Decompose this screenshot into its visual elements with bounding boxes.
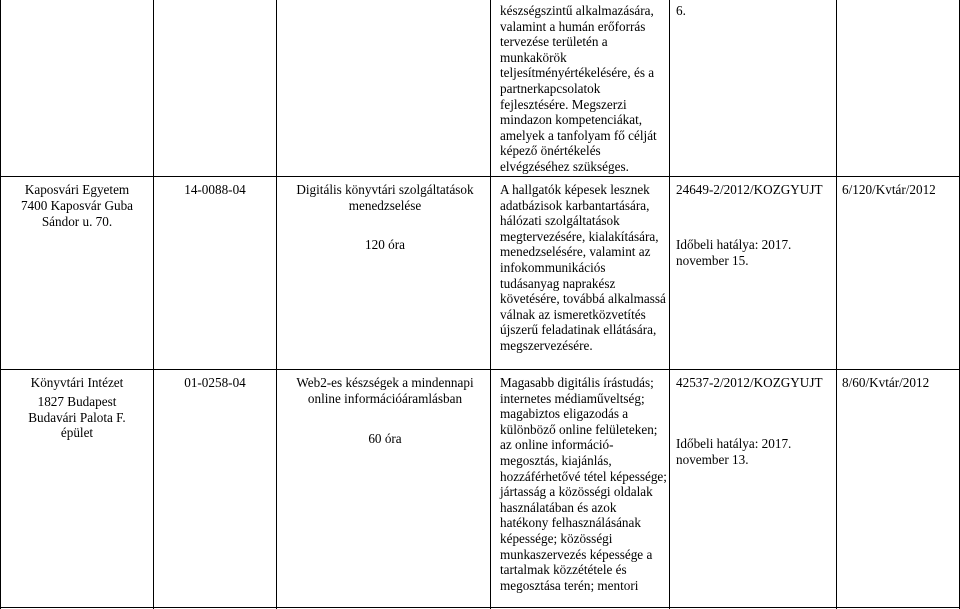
course-hours: 60 óra bbox=[368, 431, 402, 446]
registry-number: 6/120/Kvtár/2012 bbox=[842, 182, 936, 197]
table-bottom-border bbox=[0, 607, 960, 608]
course-description: Magasabb digitális írástudás; internetes médiaműveltség; magabiztos eligazodás a különböző online felületeken; az online információ-megosztás, kiajánlás, hozzáférhetővé tétel képessége; jártasság a közösségi oldalak használatában és azok hatékony felhasználásának képessége; közösségi munkaszervezés képessége a tartalmak közzététele és megosztása terén; mentori bbox=[500, 375, 667, 593]
row-divider-2 bbox=[0, 369, 960, 370]
course-code: 14-0088-04 bbox=[184, 182, 246, 197]
column-divider-1 bbox=[0, 0, 1, 609]
top-number: 6. bbox=[676, 3, 686, 18]
course-hours: 120 óra bbox=[365, 237, 405, 252]
course-title: Digitális könyvtári szolgáltatások menedzselése bbox=[296, 182, 474, 213]
course-code: 01-0258-04 bbox=[184, 375, 246, 390]
column-divider-3 bbox=[276, 0, 277, 609]
column-divider-4 bbox=[490, 0, 491, 609]
license-number: 42537-2/2012/KOZGYUJT bbox=[676, 375, 823, 390]
license-validity: Időbeli hatálya: 2017. november 15. bbox=[676, 237, 792, 268]
top-description: készségszintű alkalmazására, valamint a humán erőforrás tervezése területén a munkakörök teljesítményértékelésére, és a partnerkapcsolatok fejlesztésére. Megszerzi mindazon kompetenciákat, amelyek a tanfolyam fő célját képező önértékelés elvégzéséhez szükséges. bbox=[500, 3, 657, 174]
row-divider-1 bbox=[0, 176, 960, 177]
column-divider-5 bbox=[669, 0, 670, 609]
column-divider-6 bbox=[836, 0, 837, 609]
license-validity: Időbeli hatálya: 2017. november 13. bbox=[676, 436, 792, 467]
course-description: A hallgatók képesek lesznek adatbázisok karbantartására, hálózati szolgáltatások megtervezésére, kialakítására, menedzselésére, valamint az infokommunikációs tudásanyag naprakész követésére, továbbá alkalmassá válnak az ismeretközvetítés újszerű feladatinak ellátására, megszervezésére. bbox=[500, 182, 666, 353]
institution-name: Kaposvári Egyetem bbox=[24, 182, 130, 197]
course-title: Web2-es készségek a mindennapi online információáramlásban bbox=[296, 375, 474, 406]
column-divider-2 bbox=[153, 0, 154, 609]
registry-number: 8/60/Kvtár/2012 bbox=[842, 375, 930, 390]
license-number: 24649-2/2012/KOZGYUJT bbox=[676, 182, 823, 197]
institution-address: 1827 Budapest Budavári Palota F. épület bbox=[28, 394, 126, 441]
institution-address: 7400 Kaposvár Guba Sándor u. 70. bbox=[20, 198, 134, 229]
institution-name: Könyvtári Intézet bbox=[30, 375, 124, 390]
